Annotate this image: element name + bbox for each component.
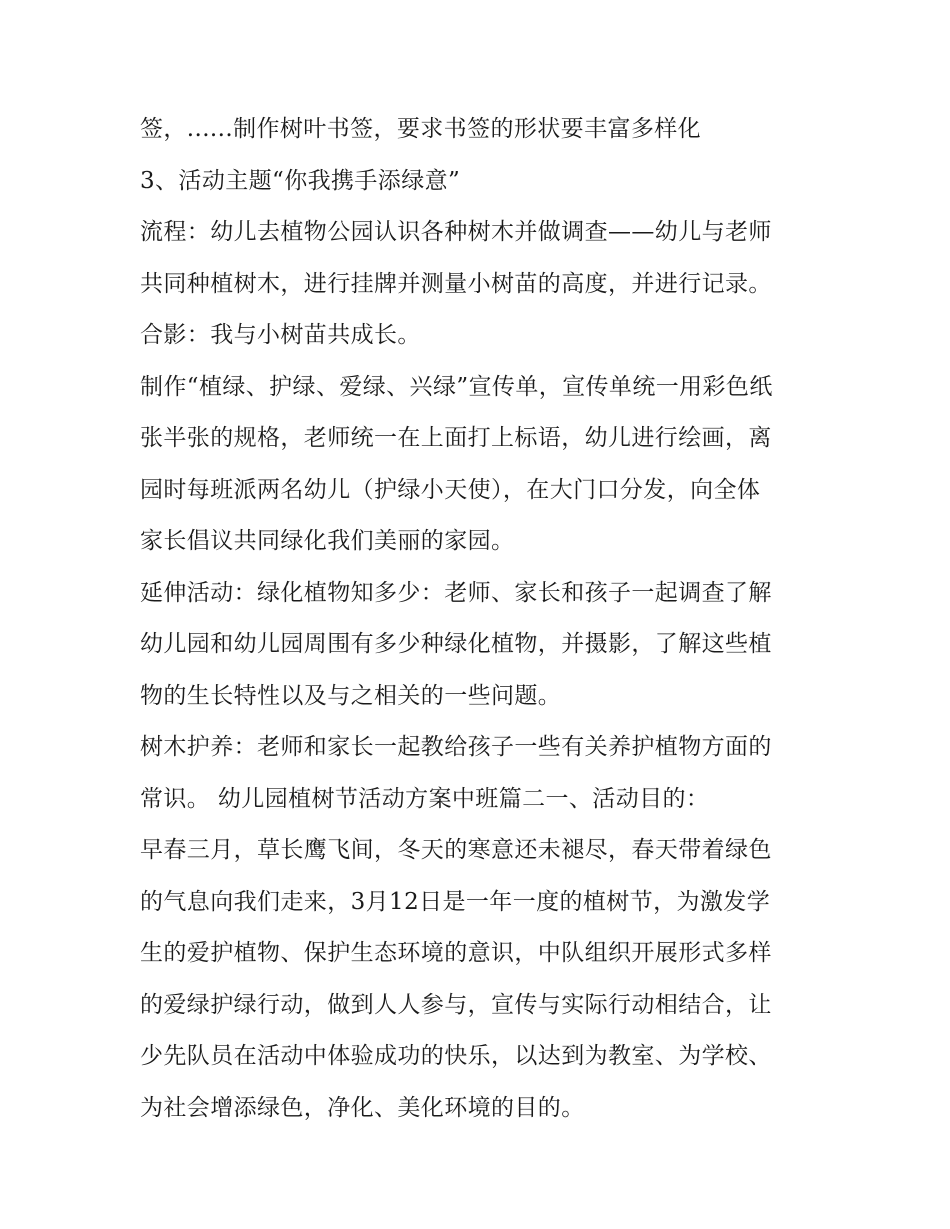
- text-line: 物的生长特性以及与之相关的一些问题。: [140, 682, 562, 709]
- text-line: 共同种植树木，进行挂牌并测量小树苗的高度，并进行记录。: [140, 270, 772, 297]
- text-line: 张半张的规格，老师统一在上面打上标语，幼儿进行绘画，离: [140, 425, 772, 451]
- section-heading: 3、活动主题“你我携手添绿意”: [140, 167, 461, 194]
- text-line: 合影：我与小树苗共成长。: [140, 322, 421, 348]
- text-line: 早春三月，草长鹰飞间，冬天的寒意还未褪尽，春天带着绿色: [140, 837, 772, 863]
- text-line: 的爱绿护绿行动，做到人人参与，宣传与实际行动相结合，让: [140, 991, 772, 1018]
- text-line: 园时每班派两名幼儿（护绿小天使），在大门口分发，向全体: [140, 476, 761, 503]
- body-text: [140, 106, 820, 1136]
- text-line: 的气息向我们走来，3月12日是一年一度的植树节，为激发学: [140, 888, 771, 915]
- text-line: 少先队员在活动中体验成功的快乐，以达到为教室、为学校、: [140, 1043, 772, 1069]
- text-line: 签，......制作树叶书签，要求书签的形状要丰富多样化: [140, 116, 702, 142]
- text-line: 制作“植绿、护绿、爱绿、兴绿”宣传单，宣传单统一用彩色纸: [140, 373, 773, 400]
- text-line: 树木护养：老师和家长一起教给孩子一些有关养护植物方面的: [140, 734, 772, 760]
- text-line: 常识。 幼儿园植树节活动方案中班篇二一、活动目的：: [140, 785, 710, 812]
- text-line: 为社会增添绿色，净化、美化环境的目的。: [140, 1094, 585, 1121]
- text-line: 生的爱护植物、保护生态环境的意识，中队组织开展形式多样: [140, 940, 772, 966]
- text-line: 延伸活动：绿化植物知多少：老师、家长和孩子一起调查了解: [140, 579, 772, 606]
- text-line: 家长倡议共同绿化我们美丽的家园。: [140, 528, 515, 554]
- text-line: 流程：幼儿去植物公园认识各种树木并做调查——幼儿与老师: [140, 219, 772, 245]
- text-line: 幼儿园和幼儿园周围有多少种绿化植物，并摄影，了解这些植: [140, 631, 772, 657]
